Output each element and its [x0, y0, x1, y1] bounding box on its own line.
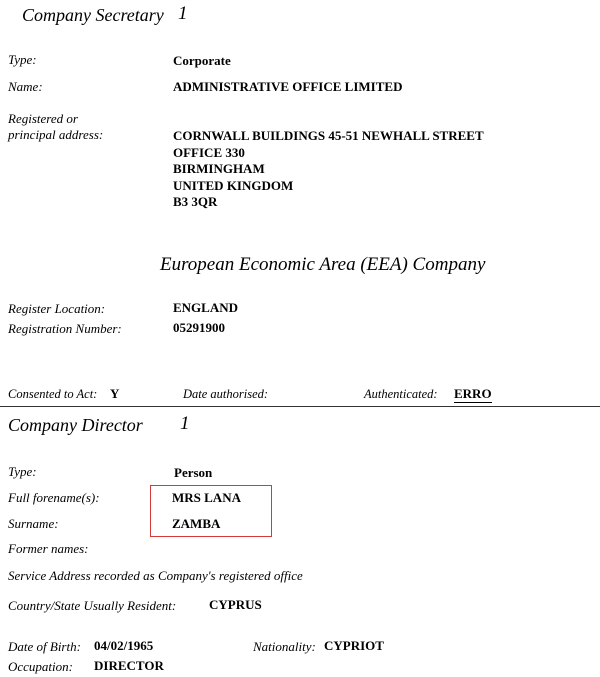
authenticated-label: Authenticated:: [364, 387, 438, 401]
nationality-value: CYPRIOT: [324, 638, 384, 653]
date-authorised-label: Date authorised:: [183, 387, 269, 401]
address-line: UNITED KINGDOM: [173, 177, 294, 193]
authenticated-value: ERRO: [454, 386, 492, 401]
secretary-address-label: [8, 111, 103, 143]
consented-value: Y: [110, 386, 120, 401]
dob-label: Date of Birth:: [8, 639, 81, 654]
secretary-name-value: ADMINISTRATIVE OFFICE LIMITED: [173, 79, 403, 94]
director-type-value: Person: [174, 465, 213, 480]
secretary-type-value: Corporate: [173, 53, 231, 68]
surname-label: Surname:: [8, 516, 59, 531]
surname-value: ZAMBA: [172, 516, 221, 531]
secretary-heading: Company Secretary: [22, 5, 164, 25]
country-label: Country/State Usually Resident:: [8, 598, 177, 613]
address-line: B3 3QR: [173, 194, 218, 209]
register-location-value: ENGLAND: [173, 300, 239, 315]
section-divider: [0, 406, 600, 407]
director-heading: Company Director: [8, 415, 143, 435]
consented-label: Consented to Act:: [8, 387, 98, 401]
address-line: OFFICE 330: [173, 144, 245, 160]
address-label-line2: principal address:: [8, 127, 104, 142]
forename-value: MRS LANA: [172, 490, 241, 505]
register-location-label: Register Location:: [8, 301, 106, 316]
dob-value: 04/02/1965: [94, 638, 154, 653]
director-type-label: Type:: [8, 464, 37, 479]
former-names-label: Former names:: [8, 541, 89, 556]
address-label-line1: Registered or: [8, 111, 78, 126]
nationality-label: Nationality:: [253, 639, 316, 654]
forename-label: Full forename(s):: [8, 490, 100, 505]
director-number: 1: [180, 413, 190, 434]
address-line: BIRMINGHAM: [173, 161, 265, 176]
secretary-name-label: Name:: [8, 79, 43, 94]
secretary-type-label: Type:: [8, 52, 37, 67]
registration-number-value: 05291900: [173, 320, 225, 335]
registration-number-label: Registration Number:: [8, 321, 122, 336]
occupation-label: Occupation:: [8, 659, 73, 674]
secretary-address: [173, 128, 484, 211]
secretary-number: 1: [178, 3, 188, 24]
name-highlight-box: [150, 485, 272, 537]
service-address-note: Service Address recorded as Company's registered office: [8, 568, 303, 583]
eea-heading: European Economic Area (EEA) Company: [160, 254, 486, 275]
occupation-value: DIRECTOR: [94, 658, 164, 673]
country-value: CYPRUS: [209, 597, 262, 612]
address-line: CORNWALL BUILDINGS 45-51 NEWHALL STREET: [173, 128, 484, 143]
